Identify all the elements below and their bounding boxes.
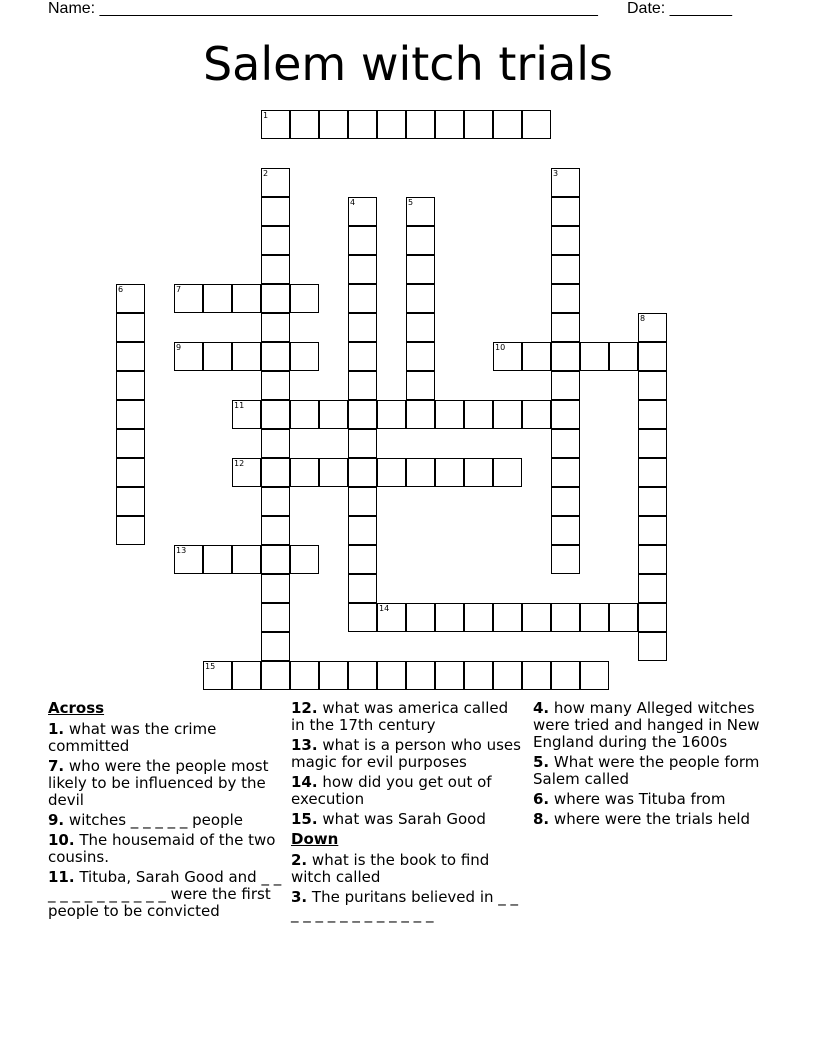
grid-cell[interactable] <box>522 661 551 690</box>
grid-cell[interactable] <box>406 313 435 342</box>
grid-cell[interactable] <box>377 661 406 690</box>
grid-cell[interactable] <box>638 632 667 661</box>
grid-cell[interactable] <box>203 342 232 371</box>
name-field-label: Name: ________________________________________________________ <box>48 0 598 17</box>
clue-number: 7. <box>48 757 65 775</box>
grid-cell[interactable] <box>493 458 522 487</box>
grid-cell[interactable] <box>551 545 580 574</box>
grid-cell[interactable] <box>116 458 145 487</box>
grid-cell[interactable] <box>261 371 290 400</box>
clue-number: 11. <box>48 868 75 886</box>
grid-cell[interactable] <box>232 661 261 690</box>
grid-cell[interactable] <box>464 661 493 690</box>
down-heading: Down <box>291 830 339 848</box>
clue-text: where were the trials held <box>553 810 751 828</box>
grid-cell[interactable] <box>116 429 145 458</box>
grid-cell[interactable] <box>261 284 290 313</box>
clue-text: What were the people form Salem called <box>533 753 760 788</box>
clue-number: 8. <box>533 810 550 828</box>
cell-number: 7 <box>176 285 182 294</box>
grid-cell[interactable] <box>435 661 464 690</box>
grid-cell[interactable] <box>290 545 319 574</box>
grid-cell[interactable] <box>348 516 377 545</box>
grid-cell[interactable] <box>261 197 290 226</box>
clue-item <box>291 737 523 771</box>
cell-number: 2 <box>263 169 269 178</box>
grid-cell[interactable] <box>435 458 464 487</box>
grid-cell[interactable] <box>290 458 319 487</box>
grid-cell[interactable] <box>435 400 464 429</box>
grid-cell[interactable] <box>406 603 435 632</box>
grid-cell[interactable] <box>638 603 667 632</box>
grid-cell[interactable] <box>638 487 667 516</box>
cell-number: 13 <box>176 546 187 555</box>
clue-item <box>48 721 283 755</box>
grid-cell[interactable] <box>319 458 348 487</box>
grid-cell[interactable] <box>261 313 290 342</box>
grid-cell[interactable] <box>406 226 435 255</box>
grid-cell[interactable] <box>261 342 290 371</box>
grid-cell[interactable] <box>261 661 290 690</box>
grid-cell[interactable] <box>638 371 667 400</box>
cell-number: 10 <box>495 343 506 352</box>
clue-item <box>291 774 523 808</box>
grid-cell[interactable] <box>638 516 667 545</box>
puzzle-title: Salem witch trials <box>202 37 614 91</box>
across-clue-list <box>48 721 283 920</box>
clue-number: 13. <box>291 736 318 754</box>
grid-cell[interactable] <box>522 400 551 429</box>
grid-cell[interactable] <box>348 284 377 313</box>
grid-cell[interactable] <box>348 545 377 574</box>
grid-cell[interactable] <box>551 458 580 487</box>
grid-cell[interactable] <box>348 371 377 400</box>
clues-column-2 <box>291 700 523 926</box>
grid-cell[interactable] <box>551 226 580 255</box>
grid-cell[interactable] <box>116 371 145 400</box>
clue-item <box>48 832 283 866</box>
grid-cell[interactable] <box>638 458 667 487</box>
grid-cell[interactable] <box>493 661 522 690</box>
grid-cell[interactable] <box>406 284 435 313</box>
grid-cell[interactable] <box>348 487 377 516</box>
grid-cell[interactable] <box>406 661 435 690</box>
grid-cell[interactable] <box>551 429 580 458</box>
clue-number: 6. <box>533 790 550 808</box>
grid-cell[interactable] <box>203 545 232 574</box>
clue-item <box>291 852 523 886</box>
grid-cell[interactable] <box>522 110 551 139</box>
cell-number: 14 <box>379 604 390 613</box>
clue-number: 2. <box>291 851 308 869</box>
grid-cell[interactable] <box>406 255 435 284</box>
grid-cell[interactable] <box>290 400 319 429</box>
clue-number: 1. <box>48 720 65 738</box>
grid-cell[interactable] <box>348 400 377 429</box>
grid-cell[interactable] <box>406 110 435 139</box>
clue-item <box>533 791 773 808</box>
clue-item <box>533 700 773 751</box>
grid-cell[interactable] <box>638 429 667 458</box>
clue-item <box>48 812 283 829</box>
grid-cell[interactable] <box>580 661 609 690</box>
grid-cell[interactable] <box>319 400 348 429</box>
grid-cell[interactable] <box>551 342 580 371</box>
grid-cell[interactable] <box>348 255 377 284</box>
across-heading: Across <box>48 699 105 717</box>
grid-cell[interactable] <box>116 516 145 545</box>
grid-cell[interactable] <box>261 226 290 255</box>
cell-number: 4 <box>350 198 356 207</box>
cell-number: 11 <box>234 401 245 410</box>
cell-number: 9 <box>176 343 182 352</box>
cell-number: 5 <box>408 198 414 207</box>
grid-cell[interactable] <box>551 603 580 632</box>
grid-cell[interactable] <box>261 603 290 632</box>
grid-cell[interactable] <box>116 342 145 371</box>
grid-cell[interactable] <box>261 255 290 284</box>
cell-number: 3 <box>553 169 559 178</box>
clue-item <box>291 889 523 923</box>
grid-cell[interactable] <box>406 342 435 371</box>
cell-number: 6 <box>118 285 124 294</box>
clue-item <box>291 700 523 734</box>
clue-number: 10. <box>48 831 75 849</box>
clue-number: 14. <box>291 773 318 791</box>
grid-cell[interactable] <box>348 661 377 690</box>
grid-cell[interactable] <box>551 371 580 400</box>
grid-cell[interactable] <box>377 400 406 429</box>
grid-cell[interactable] <box>551 400 580 429</box>
grid-cell[interactable] <box>116 400 145 429</box>
grid-cell[interactable] <box>261 632 290 661</box>
grid-cell[interactable] <box>406 458 435 487</box>
grid-cell[interactable] <box>638 574 667 603</box>
clue-number: 4. <box>533 699 550 717</box>
grid-cell[interactable] <box>290 661 319 690</box>
grid-cell[interactable] <box>377 110 406 139</box>
clue-item <box>48 869 283 920</box>
clue-text: The housemaid of the two cousins. <box>48 831 276 866</box>
grid-cell[interactable] <box>290 342 319 371</box>
grid-cell[interactable] <box>522 342 551 371</box>
grid-cell[interactable] <box>580 603 609 632</box>
grid-cell[interactable] <box>232 545 261 574</box>
clue-item <box>533 754 773 788</box>
grid-cell[interactable] <box>638 400 667 429</box>
grid-cell[interactable] <box>348 313 377 342</box>
clue-number: 12. <box>291 699 318 717</box>
grid-cell[interactable] <box>116 487 145 516</box>
grid-cell[interactable] <box>609 603 638 632</box>
grid-cell[interactable] <box>261 458 290 487</box>
grid-cell[interactable] <box>377 458 406 487</box>
grid-cell[interactable] <box>232 284 261 313</box>
down-clue-list <box>291 852 523 923</box>
grid-cell[interactable] <box>290 284 319 313</box>
grid-cell[interactable] <box>464 110 493 139</box>
cell-number: 8 <box>640 314 646 323</box>
grid-cell[interactable] <box>551 284 580 313</box>
grid-cell[interactable] <box>261 574 290 603</box>
grid-cell[interactable] <box>261 545 290 574</box>
cell-number: 1 <box>263 111 269 120</box>
grid-cell[interactable] <box>551 197 580 226</box>
grid-cell[interactable] <box>348 429 377 458</box>
grid-cell[interactable] <box>319 661 348 690</box>
grid-cell[interactable] <box>319 110 348 139</box>
grid-cell[interactable] <box>464 458 493 487</box>
grid-cell[interactable] <box>290 110 319 139</box>
grid-cell[interactable] <box>551 255 580 284</box>
clue-text: who were the people most likely to be influenced by the devil <box>48 757 269 809</box>
grid-cell[interactable] <box>435 603 464 632</box>
clue-text: what was Sarah Good <box>322 810 486 828</box>
clue-text: The puritans believed in _ _ _ _ _ _ _ _ _ _ _ _ _ _ <box>291 888 519 923</box>
grid-cell[interactable] <box>232 342 261 371</box>
clue-text: how did you get out of execution <box>291 773 492 808</box>
clue-item <box>291 811 523 828</box>
grid-cell[interactable] <box>435 110 464 139</box>
grid-cell[interactable] <box>522 603 551 632</box>
clue-item <box>48 758 283 809</box>
grid-cell[interactable] <box>348 226 377 255</box>
clue-number: 9. <box>48 811 65 829</box>
cell-number: 12 <box>234 459 245 468</box>
grid-cell[interactable] <box>638 342 667 371</box>
grid-cell[interactable] <box>580 342 609 371</box>
clue-text: Tituba, Sarah Good and _ _ _ _ _ _ _ _ _ _ _ _ were the first people to be convicted <box>48 868 282 920</box>
grid-cell[interactable] <box>493 110 522 139</box>
grid-cell[interactable] <box>203 284 232 313</box>
grid-cell[interactable] <box>406 400 435 429</box>
grid-cell[interactable] <box>493 603 522 632</box>
clue-text: what was america called in the 17th century <box>291 699 509 734</box>
cell-number: 15 <box>205 662 216 671</box>
clue-text: how many Alleged witches were tried and hanged in New England during the 1600s <box>533 699 760 751</box>
down-clue-list-continued <box>533 700 773 828</box>
clue-item <box>533 811 773 828</box>
grid-cell[interactable] <box>551 516 580 545</box>
across-clue-list-continued <box>291 700 523 828</box>
clue-text: what is the book to find witch called <box>291 851 490 886</box>
grid-cell[interactable] <box>261 487 290 516</box>
clues-column-1 <box>48 700 283 923</box>
clue-number: 5. <box>533 753 550 771</box>
clue-text: where was Tituba from <box>553 790 726 808</box>
grid-cell[interactable] <box>464 400 493 429</box>
grid-cell[interactable] <box>348 342 377 371</box>
grid-cell[interactable] <box>551 487 580 516</box>
grid-cell[interactable] <box>348 110 377 139</box>
grid-cell[interactable] <box>348 603 377 632</box>
clue-number: 15. <box>291 810 318 828</box>
clue-text: witches _ _ _ _ _ people <box>68 811 243 829</box>
grid-cell[interactable] <box>348 574 377 603</box>
grid-cell[interactable] <box>348 458 377 487</box>
grid-cell[interactable] <box>609 342 638 371</box>
clues-column-3 <box>533 700 773 831</box>
grid-cell[interactable] <box>638 545 667 574</box>
clue-number: 3. <box>291 888 308 906</box>
grid-cell[interactable] <box>464 603 493 632</box>
clue-text: what was the crime committed <box>48 720 217 755</box>
grid-cell[interactable] <box>551 313 580 342</box>
clue-text: what is a person who uses magic for evil purposes <box>291 736 521 771</box>
grid-cell[interactable] <box>116 313 145 342</box>
grid-cell[interactable] <box>261 400 290 429</box>
grid-cell[interactable] <box>261 516 290 545</box>
grid-cell[interactable] <box>261 429 290 458</box>
grid-cell[interactable] <box>493 400 522 429</box>
grid-cell[interactable] <box>551 661 580 690</box>
date-field-label: Date: _______ <box>627 0 732 17</box>
grid-cell[interactable] <box>406 371 435 400</box>
